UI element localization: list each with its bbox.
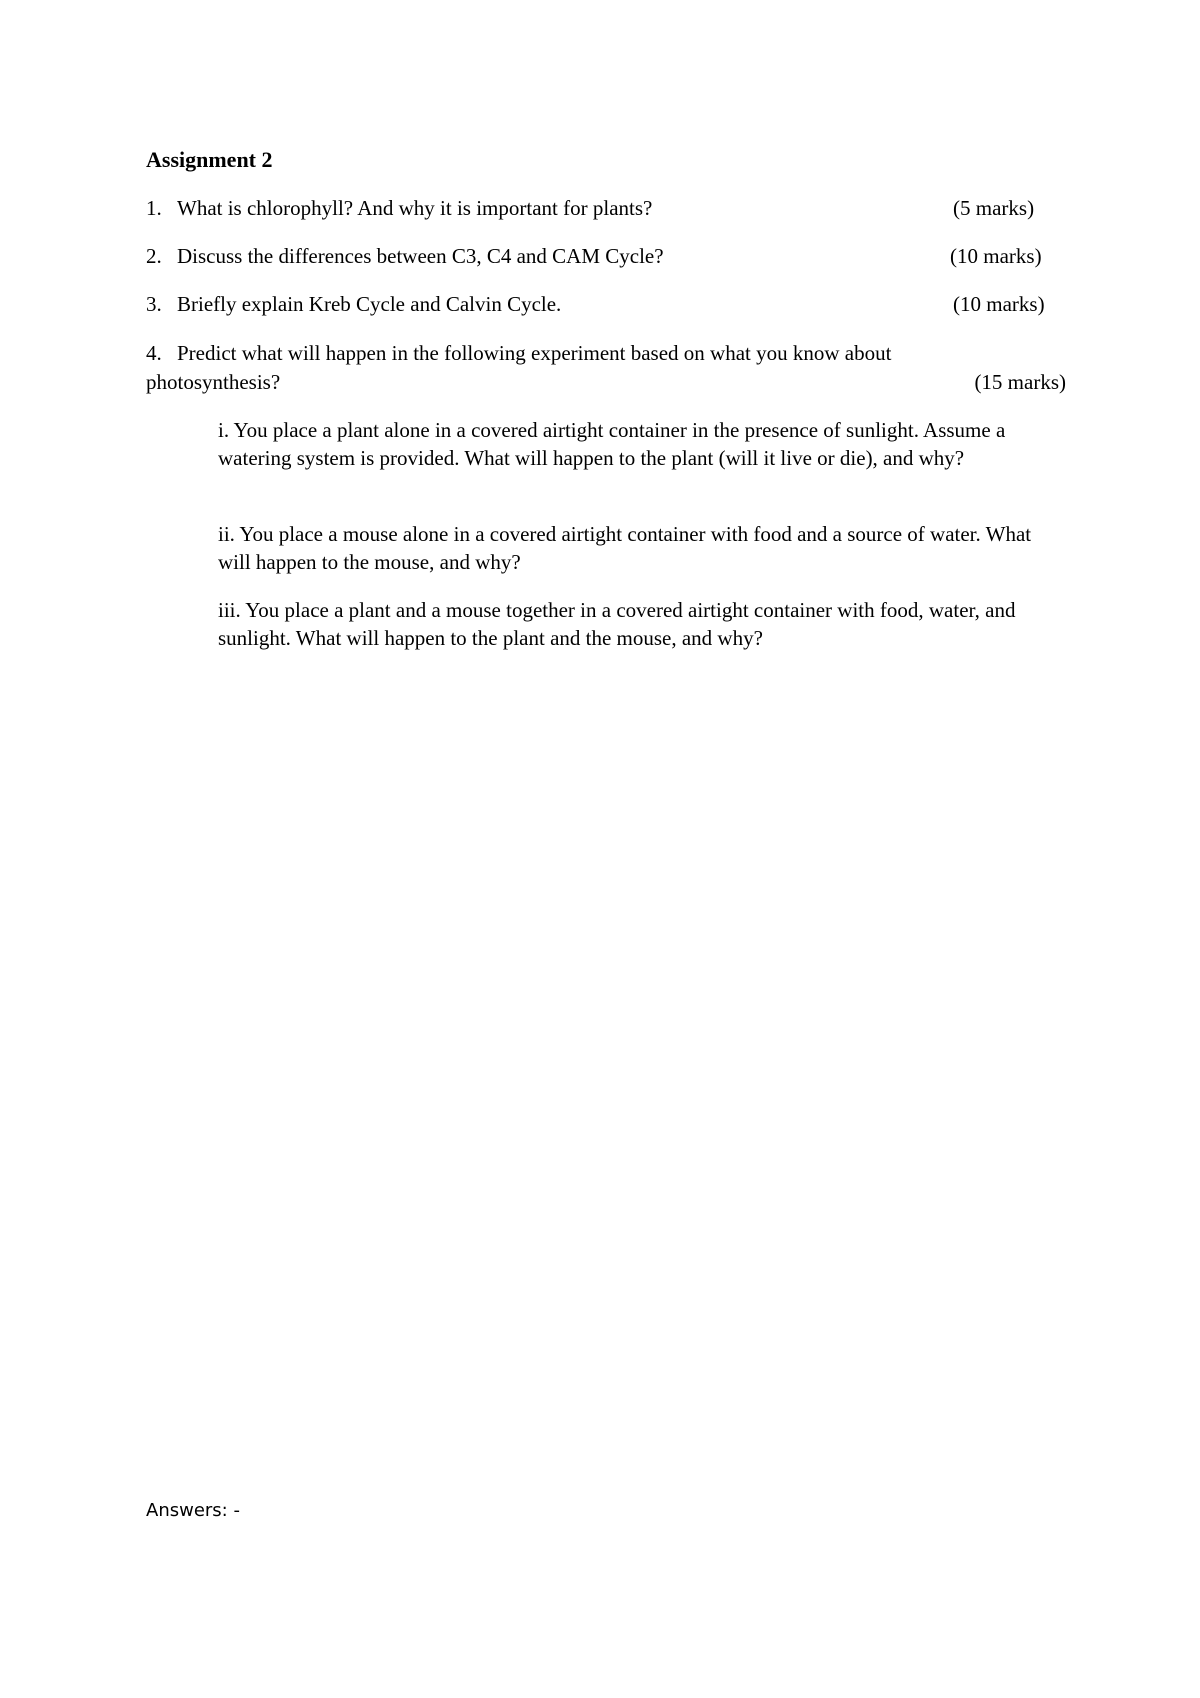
answers-label: Answers: -: [146, 1500, 240, 1521]
question-number: 4.: [146, 341, 162, 365]
sub-question-i: i. You place a plant alone in a covered airtight container in the presence of sunlight. Assume a watering system is provided. What will happen to the plant (will it live or die), and why?: [218, 418, 1006, 470]
question-text: Discuss the differences between C3, C4 and CAM Cycle?: [177, 244, 664, 268]
question-1: [146, 196, 1064, 221]
question-text: Briefly explain Kreb Cycle and Calvin Cycle.: [177, 292, 562, 316]
question-marks: (15 marks): [974, 370, 1066, 394]
question-2: [146, 244, 1064, 269]
question-number: 2.: [146, 244, 162, 268]
sub-question-iii: iii. You place a plant and a mouse together in a covered airtight container with food, water, and sunlight. What will happen to the plant and the mouse, and why?: [218, 598, 1016, 650]
question-text: What is chlorophyll? And why it is important for plants?: [177, 196, 653, 220]
question-text-line-1: Predict what will happen in the following experiment based on what you know about: [177, 341, 892, 365]
sub-question-ii: ii. You place a mouse alone in a covered airtight container with food and a source of water. What will happen to the mouse, and why?: [218, 522, 1032, 574]
question-marks: (10 marks): [950, 244, 1042, 268]
question-marks: (10 marks): [953, 292, 1045, 316]
question-3: [146, 292, 1064, 317]
question-4: [146, 339, 1066, 397]
question-number: 3.: [146, 292, 162, 316]
question-marks: (5 marks): [953, 196, 1035, 220]
question-number: 1.: [146, 196, 162, 220]
assignment-title: Assignment 2: [146, 147, 273, 172]
question-text-line-2: photosynthesis?: [146, 370, 281, 394]
